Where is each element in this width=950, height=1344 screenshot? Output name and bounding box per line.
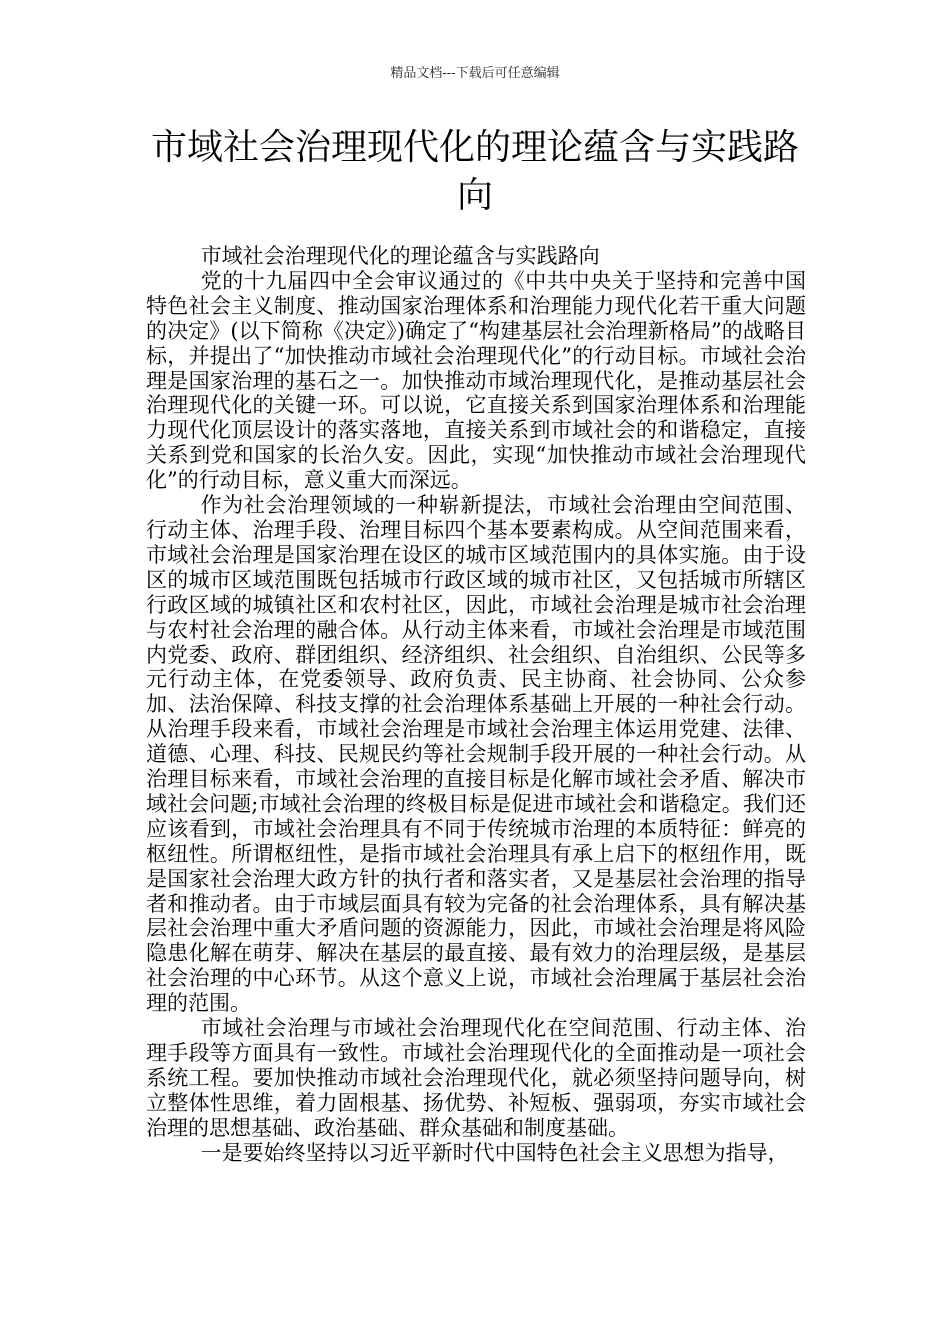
paragraph: 党的十九届四中全会审议通过的《中共中央关于坚持和完善中国特色社会主义制度、推动国家治理体系和治理能力现代化若干重大问题的决定》(以下简称《决定》)确定了“构建基层社会治理新格局”的战略目标，并提出了“加快推动市域社会治理现代化”的行动目标。市域社会治理是国家治理的基石之一。加快推动市域治理现代化，是推动基层社会治理现代化的关键一环。可以说，它直接关系到国家治理体系和治理能力现代化顶层设计的落实落地，直接关系到市域社会的和谐稳定，直接关系到党和国家的长治久安。因此，实现“加快推动市域社会治理现代化”的行动目标，意义重大而深远。 bbox=[146, 268, 806, 493]
document-body bbox=[146, 244, 806, 1166]
paragraph: 作为社会治理领域的一种崭新提法，市域社会治理由空间范围、行动主体、治理手段、治理目标四个基本要素构成。从空间范围来看，市域社会治理是国家治理在设区的城市区域范围内的具体实施。由于设区的城市区域范围既包括城市行政区域的城市社区，又包括城市所辖区行政区域的城镇社区和农村社区，因此，市域社会治理是城市社会治理与农村社会治理的融合体。从行动主体来看，市域社会治理是市域范围内党委、政府、群团组织、经济组织、社会组织、自治组织、公民等多元行动主体，在党委领导、政府负责、民主协商、社会协同、公众参加、法治保障、科技支撑的社会治理体系基础上开展的一种社会行动。从治理手段来看，市域社会治理是市域社会治理主体运用党建、法律、道德、心理、科技、民规民约等社会规制手段开展的一种社会行动。从治理目标来看，市域社会治理的直接目标是化解市域社会矛盾、解决市域社会问题;市域社会治理的终极目标是促进市域社会和谐稳定。我们还应该看到，市域社会治理具有不同于传统城市治理的本质特征：鲜亮的枢纽性。所谓枢纽性，是指市域社会治理具有承上启下的枢纽作用，既是国家社会治理大政方针的执行者和落实者，又是基层社会治理的指导者和推动者。由于市域层面具有较为完备的社会治理体系，具有解决基层社会治理中重大矛盾问题的资源能力，因此，市域社会治理是将风险隐患化解在萌芽、解决在基层的最直接、最有效力的治理层级，是基层社会治理的中心环节。从这个意义上说，市域社会治理属于基层社会治理的范围。 bbox=[146, 493, 806, 1016]
paragraph: 市域社会治理与市域社会治理现代化在空间范围、行动主体、治理手段等方面具有一致性。市域社会治理现代化的全面推动是一项社会系统工程。要加快推动市域社会治理现代化，就必须坚持问题导向，树立整体性思维，着力固根基、扬优势、补短板、强弱项，夯实市域社会治理的思想基础、政治基础、群众基础和制度基础。 bbox=[146, 1016, 806, 1140]
paragraph-subtitle: 市域社会治理现代化的理论蕴含与实践路向 bbox=[200, 244, 600, 268]
document-title: 市域社会治理现代化的理论蕴含与实践路向 bbox=[150, 127, 799, 216]
paragraph: 一是要始终坚持以习近平新时代中国特色社会主义思想为指导， bbox=[200, 1140, 789, 1165]
header-note: 精品文档---下载后可任意编辑 bbox=[390, 66, 560, 81]
